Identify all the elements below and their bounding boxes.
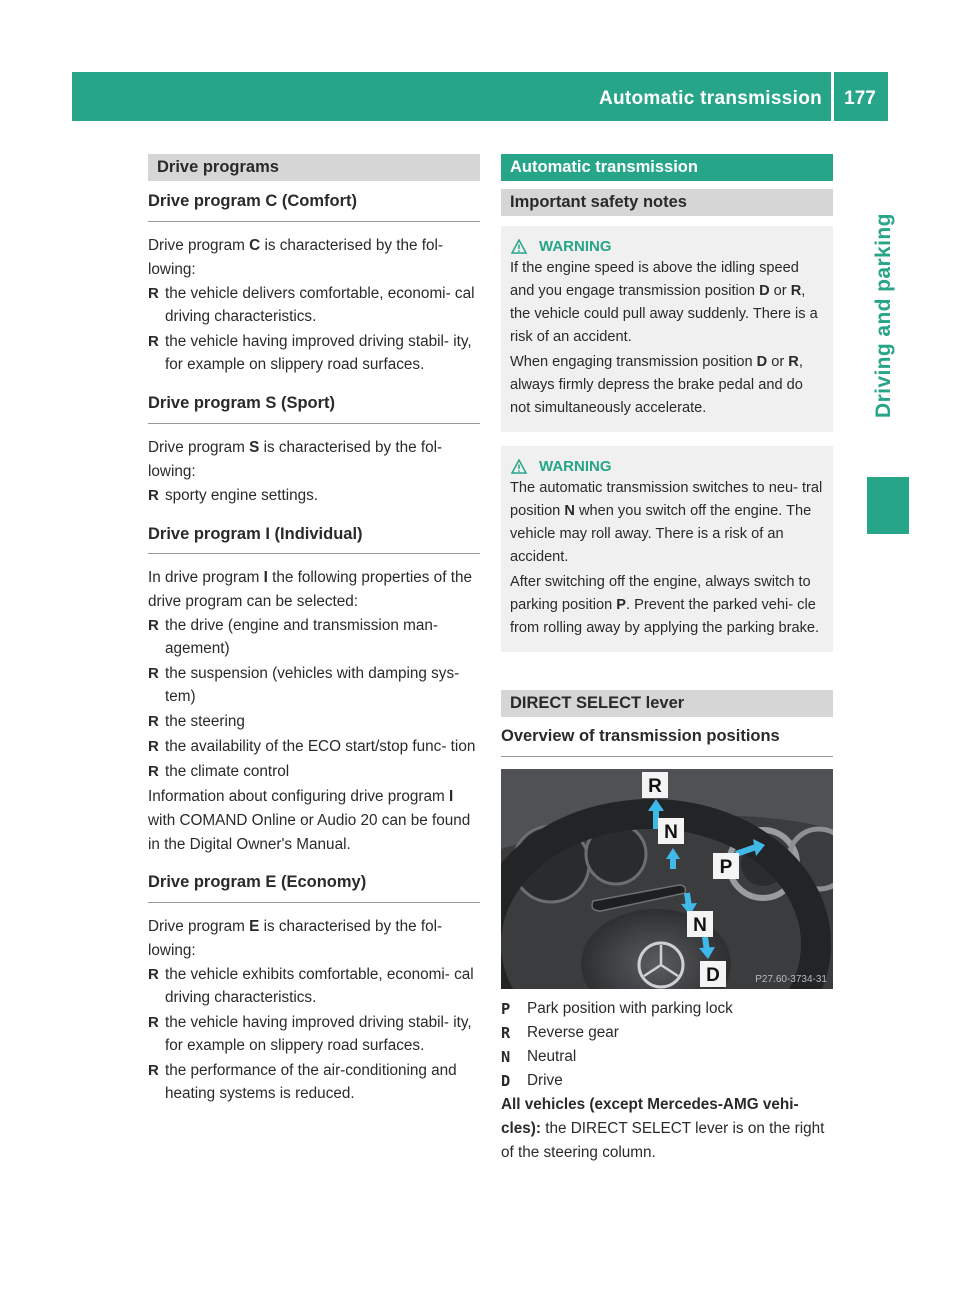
subhead-comfort: Drive program C (Comfort) — [148, 192, 480, 222]
legend-symbol: P — [501, 999, 511, 1018]
sport-list — [148, 484, 480, 507]
individual-list — [148, 614, 480, 783]
warning-label: WARNING — [539, 458, 612, 475]
bullet-icon: R — [148, 1062, 159, 1080]
legend-item-reverse: R Reverse gear — [501, 1021, 833, 1045]
bullet-icon: R — [148, 617, 159, 635]
economy-intro: Drive program E is characterised by the fol- lowing: — [148, 918, 443, 960]
bullet-icon: R — [148, 332, 159, 350]
position-legend — [501, 997, 833, 1093]
figure-label-r: R — [648, 775, 662, 797]
subhead-economy: Drive program E (Economy) — [148, 873, 480, 903]
chapter-side-label: Driving and parking — [872, 213, 895, 418]
figure-code: P27.60-3734-31 — [755, 973, 827, 985]
bullet-icon: R — [148, 284, 159, 302]
bullet-icon: R — [148, 486, 159, 504]
bullet-icon: R — [148, 763, 159, 781]
header-separator — [831, 72, 834, 121]
figure-label-d: D — [706, 964, 720, 986]
warning-1-text-2: When engaging transmission position D or R, always firmly depress the brake pedal and do not simultaneously accelerate. — [510, 354, 803, 416]
comfort-list — [148, 282, 480, 376]
steering-wheel-illustration — [501, 769, 833, 989]
bullet-icon: R — [148, 713, 159, 731]
all-vehicles-note: All vehicles (except Mercedes-AMG vehi- cles): the DIRECT SELECT lever is on the right of the steering column. — [501, 1095, 825, 1161]
bullet-icon: R — [148, 665, 159, 683]
right-column — [501, 154, 833, 1165]
list-item: R the suspension (vehicles with damping sys- tem) — [148, 662, 480, 708]
individual-intro: In drive program I the following properties of the drive program can be selected: — [148, 569, 472, 611]
list-item: R the availability of the ECO start/stop func- tion — [148, 735, 480, 758]
warning-label: WARNING — [539, 238, 612, 255]
section-direct-select: DIRECT SELECT lever — [501, 690, 833, 717]
warning-1-text-1: If the engine speed is above the idling speed and you engage transmission position D or R, the vehicle could pull away suddenly. There is a risk of an accident. — [510, 260, 818, 345]
page-header-title: Automatic transmission — [598, 88, 822, 109]
bullet-icon: R — [148, 966, 159, 984]
legend-symbol: D — [501, 1071, 511, 1090]
list-item: R the performance of the air-conditioning and heating systems is reduced. — [148, 1059, 480, 1105]
economy-list — [148, 963, 480, 1105]
subhead-overview: Overview of transmission positions — [501, 727, 833, 757]
figure-label-n-upper: N — [664, 821, 678, 843]
left-column — [148, 154, 480, 1107]
section-drive-programs: Drive programs — [148, 154, 480, 181]
list-item: R the drive (engine and transmission man- agement) — [148, 614, 480, 660]
figure-label-n-lower: N — [693, 914, 707, 936]
warning-box-1 — [501, 226, 833, 432]
legend-item-neutral: N Neutral — [501, 1045, 833, 1069]
warning-2-text-2: After switching off the engine, always switch to parking position P. Prevent the parked vehi- cle from rolling away by applying the parking brake. — [510, 574, 820, 636]
individual-info: Information about configuring drive program I with COMAND Online or Audio 20 can be found in the Digital Owner's Manual. — [148, 788, 471, 854]
legend-symbol: R — [501, 1023, 511, 1042]
warning-box-2 — [501, 446, 833, 652]
list-item: R the vehicle having improved driving stabil- ity, for example on slippery road surfaces. — [148, 330, 480, 376]
comfort-intro: Drive program C is characterised by the fol- lowing: — [148, 236, 444, 278]
chapter-tab-block — [867, 477, 909, 534]
sport-intro: Drive program S is characterised by the fol- lowing: — [148, 438, 443, 480]
list-item: R the vehicle delivers comfortable, economi- cal driving characteristics. — [148, 282, 480, 328]
section-safety-notes: Important safety notes — [501, 189, 833, 216]
figure-label-p: P — [719, 856, 733, 878]
list-item: R sporty engine settings. — [148, 484, 480, 507]
warning-triangle-icon — [511, 239, 527, 254]
section-automatic-transmission: Automatic transmission — [501, 154, 833, 181]
warning-2-text-1: The automatic transmission switches to neu- tral position N when you switch off the engine. The vehicle may roll away. There is a risk of an accident. — [510, 480, 823, 565]
bullet-icon: R — [148, 738, 159, 756]
legend-symbol: N — [501, 1047, 511, 1066]
bullet-icon: R — [148, 1014, 159, 1032]
steering-wheel-figure — [501, 769, 833, 989]
list-item: R the vehicle having improved driving stabil- ity, for example on slippery road surfaces. — [148, 1011, 480, 1057]
warning-triangle-icon — [511, 459, 527, 474]
list-item: R the steering — [148, 710, 480, 733]
legend-item-park: P Park position with parking lock — [501, 997, 833, 1021]
list-item: R the climate control — [148, 760, 480, 783]
subhead-individual: Drive program I (Individual) — [148, 525, 480, 555]
list-item: R the vehicle exhibits comfortable, economi- cal driving characteristics. — [148, 963, 480, 1009]
page-number: 177 — [844, 88, 876, 109]
subhead-sport: Drive program S (Sport) — [148, 394, 480, 424]
legend-item-drive: D Drive — [501, 1069, 833, 1093]
